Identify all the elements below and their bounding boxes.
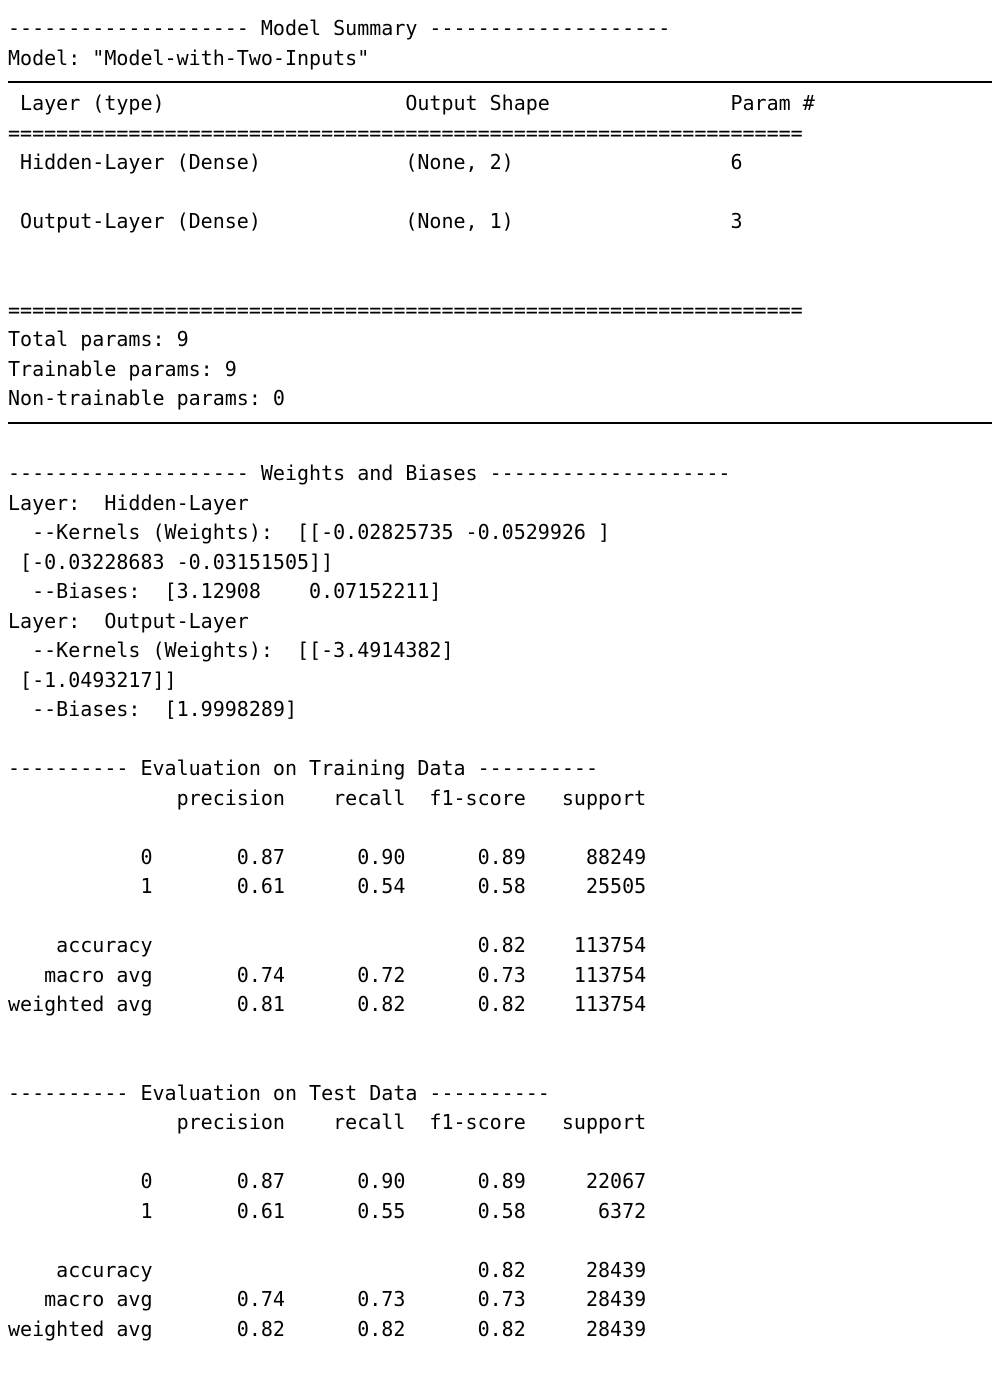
- trainable-params-line: Trainable params: 9: [8, 356, 237, 381]
- blank-line: [8, 430, 992, 460]
- blank-line: [8, 725, 992, 755]
- training-eval-columns: precision recall f1-score support: [8, 785, 647, 810]
- weights-and-biases-section: [8, 459, 992, 725]
- evaluation-training-section: [8, 754, 992, 1020]
- weights-line: Layer: Hidden-Layer: [8, 490, 249, 515]
- weights-line: --Kernels (Weights): [[-0.02825735 -0.0529926 ]: [8, 520, 611, 544]
- training-eval-header: ---------- Evaluation on Training Data ----------: [8, 756, 599, 780]
- training-eval-row: 1 0.61 0.54 0.58 25505: [8, 874, 647, 898]
- model-summary-header: -------------------- Model Summary --------------------: [8, 16, 671, 40]
- test-eval-row: accuracy 0.82 28439: [8, 1257, 647, 1282]
- model-summary-section: [8, 14, 992, 424]
- weights-line: Layer: Output-Layer: [8, 608, 249, 633]
- training-eval-row: 0 0.87 0.90 0.89 88249: [8, 844, 647, 869]
- test-eval-row: 1 0.61 0.55 0.58 6372: [8, 1198, 647, 1223]
- test-eval-header: ---------- Evaluation on Test Data ----------: [8, 1080, 550, 1105]
- evaluation-test-section: [8, 1079, 992, 1345]
- test-eval-columns: precision recall f1-score support: [8, 1110, 647, 1134]
- test-eval-row: 0 0.87 0.90 0.89 22067: [8, 1169, 647, 1193]
- weights-line: [-0.03228683 -0.03151505]]: [8, 549, 334, 574]
- weights-line: [-1.0493217]]: [8, 667, 177, 692]
- blank-line: [8, 902, 992, 932]
- test-eval-row: macro avg 0.74 0.73 0.73 28439: [8, 1287, 647, 1311]
- training-eval-row: macro avg 0.74 0.72 0.73 113754: [8, 962, 647, 987]
- weights-biases-header: -------------------- Weights and Biases --------------------: [8, 461, 731, 485]
- divider-bottom: [8, 422, 992, 424]
- blank-line: [8, 1138, 992, 1168]
- blank-line: [8, 237, 992, 267]
- separator-double-top: ==================================================================: [8, 120, 803, 145]
- blank-line: [8, 1226, 992, 1256]
- layer-row: Hidden-Layer (Dense) (None, 2) 6: [8, 150, 851, 174]
- divider-top: [8, 81, 992, 83]
- training-eval-row: weighted avg 0.81 0.82 0.82 113754: [8, 992, 647, 1016]
- non-trainable-params-line: Non-trainable params: 0: [8, 386, 285, 410]
- separator-double-bottom: ==================================================================: [8, 297, 803, 322]
- blank-line: [8, 813, 992, 843]
- weights-line: --Kernels (Weights): [[-3.4914382]: [8, 638, 454, 662]
- blank-line: [8, 266, 992, 296]
- weights-line: --Biases: [3.12908 0.07152211]: [8, 579, 442, 603]
- blank-line: [8, 1020, 992, 1050]
- blank-line: [8, 178, 992, 208]
- blank-line: [8, 1049, 992, 1079]
- total-params-line: Total params: 9: [8, 327, 189, 351]
- weights-line: --Biases: [1.9998289]: [8, 697, 297, 721]
- model-name-line: Model: "Model-with-Two-Inputs": [8, 45, 370, 70]
- training-eval-row: accuracy 0.82 113754: [8, 933, 647, 957]
- test-eval-row: weighted avg 0.82 0.82 0.82 28439: [8, 1316, 647, 1341]
- summary-columns-header: Layer (type) Output Shape Param #: [8, 91, 851, 115]
- layer-row: Output-Layer (Dense) (None, 1) 3: [8, 209, 851, 233]
